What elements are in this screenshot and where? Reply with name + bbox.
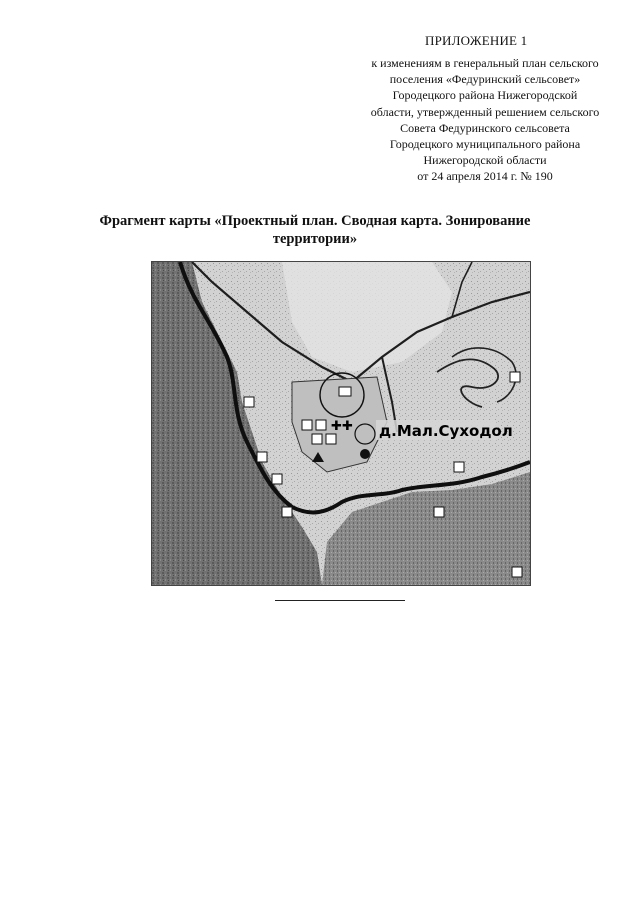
- map-heading-line-1: Фрагмент карты «Проектный план. Сводная карта. Зонирование: [99, 213, 531, 229]
- map-symbol: [454, 462, 464, 472]
- appendix-line: к изменениям в генеральный план сельского: [371, 56, 599, 70]
- appendix-title: ПРИЛОЖЕНИЕ 1: [425, 33, 528, 48]
- map-symbol: [510, 372, 520, 382]
- map-symbol: [302, 420, 312, 430]
- map-symbol: [434, 507, 444, 517]
- appendix-line: Городецкого района Нижегородской: [392, 88, 578, 103]
- appendix-line: Совета Федуринского сельсовета: [400, 120, 570, 135]
- map-symbol: [339, 387, 351, 396]
- appendix-text: [360, 55, 610, 185]
- map-symbol: [244, 397, 254, 407]
- appendix-line: области, утвержденный решением сельского: [370, 104, 600, 119]
- map-symbol: [326, 434, 336, 444]
- appendix-line: Городецкого муниципального района: [389, 137, 581, 152]
- map-dot-symbol: [360, 449, 370, 459]
- map-symbol: [312, 434, 322, 444]
- closing-rule: [275, 600, 405, 601]
- map-heading: [90, 212, 540, 248]
- map-symbol: [512, 567, 522, 577]
- appendix-line: от 24 апреля 2014 г. № 190: [417, 169, 553, 184]
- map-symbol: [282, 507, 292, 517]
- map-cross-symbol: ✚: [331, 419, 342, 434]
- map-settlement-label: д.Мал.Суходол: [379, 422, 513, 440]
- map-cross-symbol: ✚: [342, 419, 353, 434]
- appendix-line: поселения «Федуринский сельсовет»: [389, 72, 581, 87]
- map-symbol: [316, 420, 326, 430]
- appendix-line: Нижегородской области: [423, 153, 547, 168]
- map-image: [152, 262, 530, 585]
- map-symbol: [257, 452, 267, 462]
- map-fragment: [151, 261, 531, 586]
- map-heading-line-2: территории»: [272, 231, 358, 247]
- map-symbol: [272, 474, 282, 484]
